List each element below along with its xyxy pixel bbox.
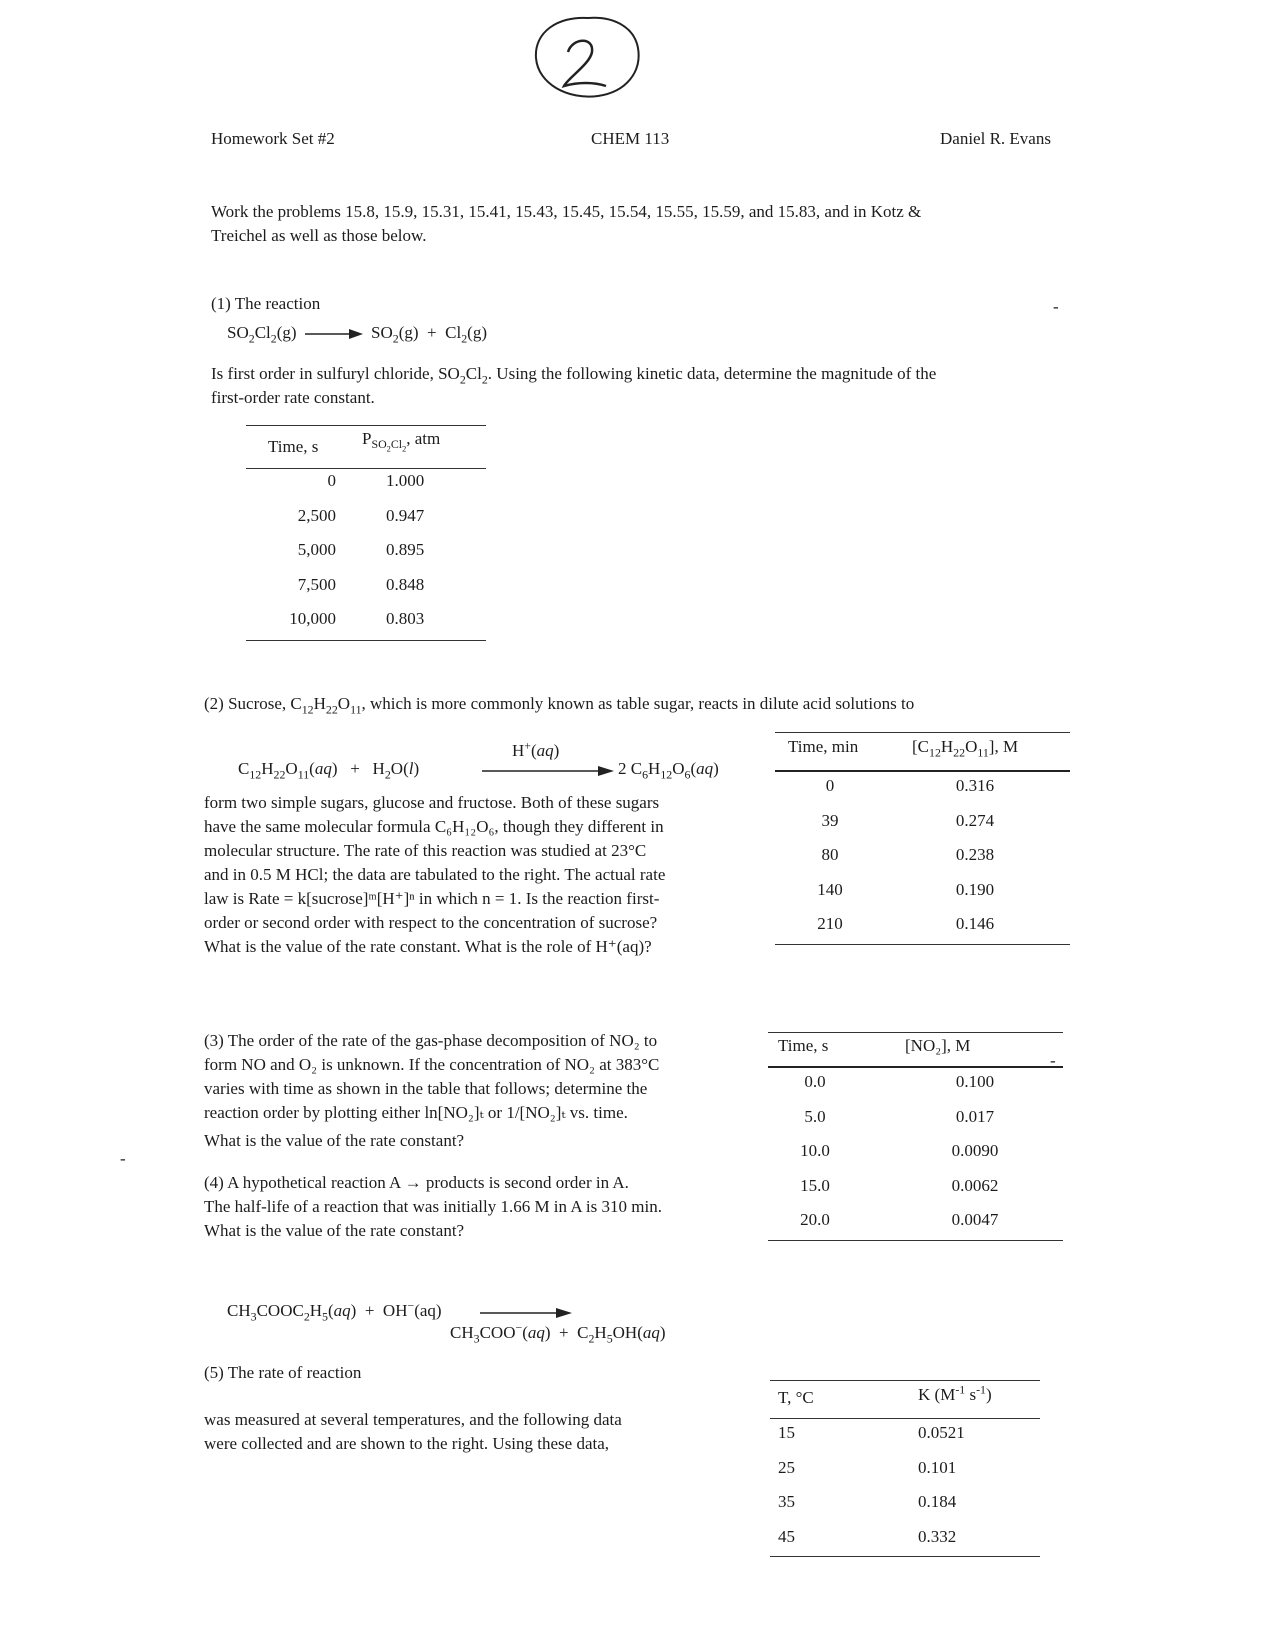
table-cell: 10.0 bbox=[800, 1141, 830, 1160]
problem-4-text bbox=[204, 1171, 749, 1243]
table-cell: 140 bbox=[817, 879, 843, 899]
intro-line-1: Work the problems 15.8, 15.9, 15.31, 15.41, 15.43, 15.45, 15.54, 15.55, 15.59, and 15.83, and in Kotz & bbox=[211, 202, 922, 221]
problem-2-text bbox=[204, 791, 764, 959]
table-cell: 0.274 bbox=[955, 810, 995, 830]
table-1-col-time: Time, s bbox=[268, 437, 319, 456]
table-cell: 0.947 bbox=[386, 505, 425, 525]
problem-2-line: molecular structure. The rate of this reaction was studied at 23°C bbox=[204, 841, 647, 860]
table-cell: 0.146 bbox=[955, 914, 995, 933]
problem-1-desc-line-2: first-order rate constant. bbox=[211, 388, 375, 407]
table-cell: 0.803 bbox=[386, 609, 425, 628]
problem-1-description: Is first order in sulfuryl chloride, $SO_2Cl_2$. Using the following kinetic data, determine the magnitude of the first-order rate constant. bbox=[211, 362, 1071, 410]
table-cell: 0.101 bbox=[918, 1457, 957, 1477]
table-cell: 0.017 bbox=[955, 1106, 995, 1126]
header-author: Daniel R. Evans bbox=[940, 129, 1051, 148]
table-cell: 0.100 bbox=[955, 1072, 995, 1091]
problem-3-line: varies with time as shown in the table that follows; determine the bbox=[204, 1079, 648, 1098]
problem-5-line: was measured at several temperatures, and the following data bbox=[204, 1410, 622, 1429]
reaction-arrow-icon bbox=[480, 1307, 572, 1319]
table-1-col-pressure: $P_{SO_2Cl_2}$, atm bbox=[362, 429, 441, 454]
margin-dash: - bbox=[1050, 1051, 1056, 1070]
table-5-col-rate-constant: K ($M^{-1}$ $s^{-1}$) bbox=[918, 1382, 992, 1404]
problem-2-intro-a: (2) Sucrose, C bbox=[204, 694, 302, 713]
problem-5-text bbox=[204, 1408, 739, 1456]
problem-5-reactants: $CH_3COOC_2H_5(aq) + OH^-(aq)$ bbox=[227, 1298, 442, 1324]
problem-1-label: (1) The reaction bbox=[211, 294, 321, 313]
table-cell: 0.895 bbox=[386, 540, 425, 559]
table-2-col-time: Time, min bbox=[788, 737, 859, 756]
problem-1-desc-c: . Using the following kinetic data, determine the magnitude of the bbox=[487, 364, 937, 383]
table-cell: 0.848 bbox=[386, 574, 425, 594]
hand-drawn-circle-icon bbox=[528, 12, 646, 104]
problem-1-desc-a: Is first order in sulfuryl chloride, SO bbox=[211, 364, 460, 383]
intro-line-2: Treichel as well as those below. bbox=[211, 226, 427, 245]
problem-3-line: What is the value of the rate constant? bbox=[204, 1131, 465, 1150]
problem-3-line: form NO and O₂ is unknown. If the concentration of NO₂ at 383°C bbox=[204, 1055, 660, 1074]
problem-2-intro: (2) Sucrose, $C_{12}H_{22}O_{11}$, which is more commonly known as table sugar, reacts in dilute acid solutions to bbox=[204, 694, 915, 717]
table-cell: 0 bbox=[825, 776, 835, 795]
problem-5-line: were collected and are shown to the right. Using these data, bbox=[204, 1434, 610, 1453]
table-cell: 7,500 bbox=[297, 574, 336, 594]
table-cell: 5,000 bbox=[297, 540, 336, 559]
table-cell: 45 bbox=[778, 1526, 795, 1546]
table-cell: 20.0 bbox=[800, 1210, 830, 1229]
table-cell: 25 bbox=[778, 1457, 795, 1477]
problem-2-line: and in 0.5 M HCl; the data are tabulated to the right. The actual rate bbox=[204, 865, 666, 884]
table-cell: 210 bbox=[817, 914, 843, 933]
problem-2-products: 2 $C_6H_{12}O_6(aq)$ bbox=[618, 759, 719, 782]
problem-1-desc-b: Cl bbox=[465, 364, 482, 383]
intro-text bbox=[211, 200, 1071, 248]
catalyst-h: H bbox=[512, 741, 525, 760]
problem-2-equation: $C_{12}H_{22}O_{11}(aq) + H_2O(l)$ bbox=[238, 759, 420, 782]
problem-3-line: reaction order by plotting either ln[NO₂]ₜ or 1/[NO₂]ₜ vs. time. bbox=[204, 1103, 628, 1122]
problem-2-intro-b: , which is more commonly known as table sugar, reacts in dilute acid solutions to bbox=[361, 694, 915, 713]
problem-1-equation: $SO_2Cl_2(g) SO_2(g) + Cl_2(g)$ bbox=[227, 323, 487, 346]
reaction-arrow-icon bbox=[482, 765, 614, 777]
table-cell: 0.0047 bbox=[951, 1210, 999, 1229]
table-cell: 0.190 bbox=[955, 879, 995, 899]
table-cell: 0.238 bbox=[955, 845, 995, 864]
problem-4-line: The half-life of a reaction that was initially 1.66 M in A is 310 min. bbox=[204, 1197, 662, 1216]
problem-2-line: form two simple sugars, glucose and fructose. Both of these sugars bbox=[204, 793, 660, 812]
table-cell: 0.332 bbox=[918, 1526, 957, 1546]
table-cell: 0.0521 bbox=[918, 1423, 965, 1442]
margin-dash: - bbox=[1053, 297, 1059, 316]
table-cell: 5.0 bbox=[804, 1106, 826, 1126]
problem-3-line: (3) The order of the rate of the gas-phase decomposition of NO₂ to bbox=[204, 1031, 658, 1050]
table-cell: 2,500 bbox=[297, 505, 336, 525]
circled-page-number bbox=[528, 12, 646, 104]
reaction-arrow-icon bbox=[305, 328, 363, 340]
problem-2-line: order or second order with respect to the concentration of sucrose? bbox=[204, 913, 658, 932]
table-cell: 0.0062 bbox=[951, 1175, 999, 1195]
table-cell: 15 bbox=[778, 1423, 795, 1442]
table-cell: 1.000 bbox=[386, 471, 425, 490]
table-2-col-concentration: $[C_{12}H_{22}O_{11}]$, M bbox=[912, 737, 1019, 760]
table-3-col-concentration: [NO₂], M bbox=[905, 1036, 971, 1055]
table-cell: 80 bbox=[821, 845, 839, 864]
problem-3-text bbox=[204, 1029, 749, 1153]
table-cell: 0.316 bbox=[955, 776, 995, 795]
table-cell: 0.184 bbox=[918, 1492, 957, 1511]
table-cell: 10,000 bbox=[289, 609, 336, 628]
header-course: CHEM 113 bbox=[591, 129, 670, 148]
problem-5-products: $CH_3COO^-(aq) + C_2H_5OH(aq)$ bbox=[450, 1320, 666, 1346]
problem-2-line: What is the value of the rate constant. What is the role of H⁺(aq)? bbox=[204, 937, 652, 956]
table-cell: 15.0 bbox=[800, 1175, 830, 1195]
problem-2-line: have the same molecular formula C₆H₁₂O₆, though they different in bbox=[204, 817, 664, 836]
problem-5-label: (5) The rate of reaction bbox=[204, 1363, 362, 1382]
table-1-col-pressure-unit: , atm bbox=[406, 429, 441, 448]
problem-4-line: (4) A hypothetical reaction A → products is second order in A. bbox=[204, 1173, 629, 1192]
table-cell: 0.0090 bbox=[951, 1141, 999, 1160]
table-cell: 0.0 bbox=[804, 1072, 826, 1091]
table-cell: 0 bbox=[327, 471, 336, 490]
problem-2-catalyst: H+(aq) bbox=[512, 738, 560, 760]
problem-2-line: law is Rate = k[sucrose]ᵐ[H⁺]ⁿ in which n = 1. Is the reaction first- bbox=[204, 889, 660, 908]
table-5-col-temperature: T, °C bbox=[778, 1388, 814, 1407]
table-cell: 35 bbox=[778, 1492, 795, 1511]
table-3-col-time: Time, s bbox=[778, 1036, 829, 1055]
problem-4-line: What is the value of the rate constant? bbox=[204, 1221, 465, 1240]
table-cell: 39 bbox=[821, 810, 839, 830]
margin-dash: - bbox=[120, 1149, 126, 1168]
header-homework-set: Homework Set #2 bbox=[211, 129, 335, 148]
